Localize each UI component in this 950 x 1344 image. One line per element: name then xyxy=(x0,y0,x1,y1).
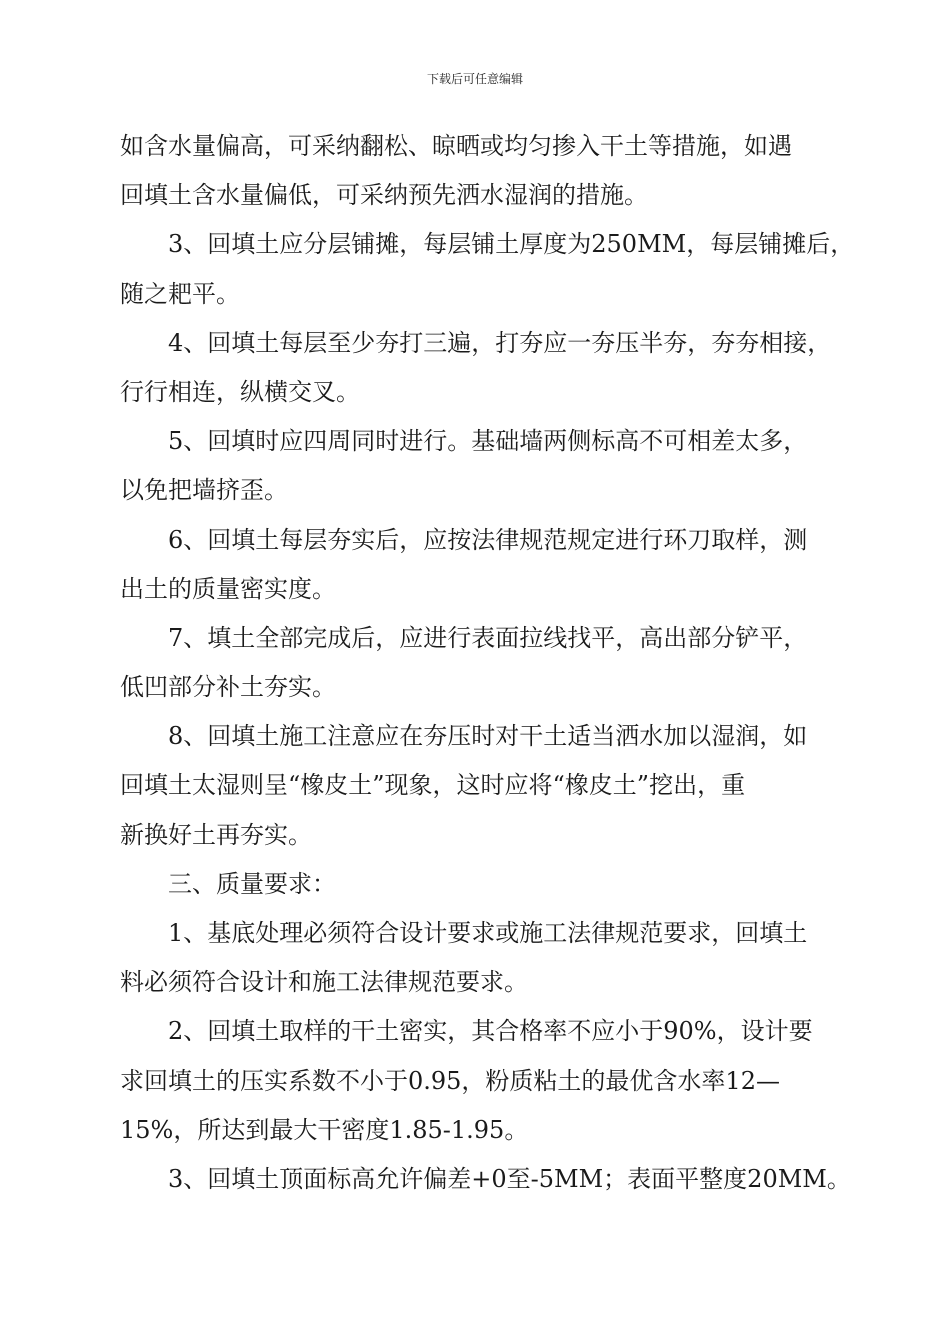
text-line: 5、回填时应四周同时进行。基础墙两侧标高不可相差太多， xyxy=(168,427,808,456)
text-line: 随之耙平。 xyxy=(120,279,240,308)
text-line: 7、填土全部完成后，应进行表面拉线找平，高出部分铲平， xyxy=(168,623,808,652)
text-line: 回填土含水量偏低，可采纳预先洒水湿润的措施。 xyxy=(120,181,648,210)
text-line: 8、回填土施工注意应在夯压时对干土适当洒水加以湿润，如 xyxy=(168,722,808,751)
text-line: 低凹部分补土夯实。 xyxy=(120,673,336,702)
text-line: 三、质量要求： xyxy=(168,869,336,898)
text-line: 出土的质量密实度。 xyxy=(120,574,336,603)
text-line: 回填土太湿则呈“橡皮土”现象，这时应将“橡皮土”挖出，重 xyxy=(120,771,746,800)
text-line: 2、回填土取样的干土密实，其合格率不应小于90%，设计要 xyxy=(168,1017,813,1046)
text-line: 以免把墙挤歪。 xyxy=(120,476,288,505)
text-line: 行行相连，纵横交叉。 xyxy=(120,377,360,406)
text-line: 3、回填土顶面标高允许偏差+0至-5MM；表面平整度20MM。 xyxy=(168,1164,851,1193)
document-body xyxy=(120,122,855,1204)
header-note: 下载后可任意编辑 xyxy=(426,72,523,86)
text-line: 求回填土的压实系数不小于0.95，粉质粘土的最优含水率12— xyxy=(120,1066,780,1095)
text-line: 6、回填土每层夯实后，应按法律规范规定进行环刀取样，测 xyxy=(168,525,808,554)
text-line: 如含水量偏高，可采纳翻松、晾晒或均匀掺入干土等措施，如遇 xyxy=(120,132,792,160)
text-line: 3、回填土应分层铺摊，每层铺土厚度为250MM，每层铺摊后， xyxy=(168,230,855,259)
text-line: 4、回填土每层至少夯打三遍，打夯应一夯压半夯，夯夯相接， xyxy=(168,328,832,357)
text-line: 料必须符合设计和施工法律规范要求。 xyxy=(120,968,528,997)
text-line: 新换好土再夯实。 xyxy=(120,820,312,849)
text-line: 1、基底处理必须符合设计要求或施工法律规范要求，回填土 xyxy=(168,919,808,947)
text-line: 15%，所达到最大干密度1.85-1.95。 xyxy=(120,1115,529,1144)
